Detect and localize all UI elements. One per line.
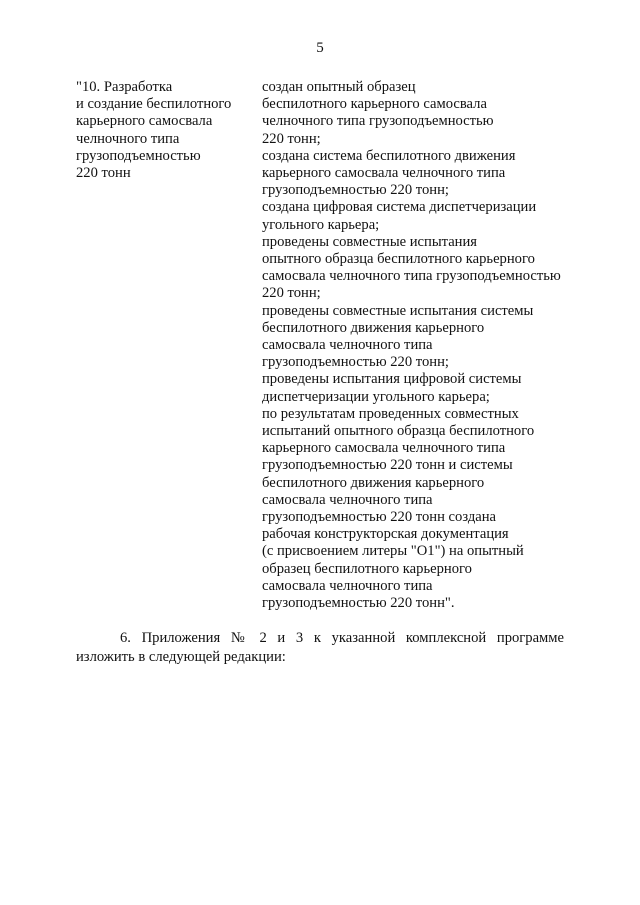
result-line: испытаний опытного образца беспилотного bbox=[262, 423, 535, 440]
result-line: 220 тонн; bbox=[262, 130, 321, 147]
result-line: грузоподъемностью 220 тонн; bbox=[262, 182, 449, 199]
result-line: рабочая конструкторская документация bbox=[262, 526, 509, 543]
result-line: самосвала челночного типа bbox=[262, 491, 433, 508]
result-line: карьерного самосвала челночного типа bbox=[262, 440, 506, 457]
result-line: создана система беспилотного движения bbox=[262, 147, 516, 164]
result-line: грузоподъемностью 220 тонн; bbox=[262, 354, 449, 371]
result-line: самосвала челночного типа bbox=[262, 337, 433, 354]
item-title-line: "10. Разработка bbox=[76, 79, 173, 95]
item-title-column bbox=[76, 79, 254, 182]
item-title-line: 220 тонн bbox=[76, 165, 131, 182]
result-line: 220 тонн; bbox=[262, 285, 321, 302]
item-title-line: грузоподъемностью bbox=[76, 147, 201, 164]
paragraph-line: изложить в следующей редакции: bbox=[76, 649, 286, 665]
amendment-paragraph bbox=[76, 629, 564, 667]
page-number: 5 bbox=[316, 40, 324, 56]
result-line: создан опытный образец bbox=[262, 79, 416, 95]
result-line: грузоподъемностью 220 тонн". bbox=[262, 595, 455, 612]
result-line: проведены испытания цифровой системы bbox=[262, 371, 522, 388]
item-title-line: карьерного самосвала bbox=[76, 113, 213, 130]
result-line: по результатам проведенных совместных bbox=[262, 405, 519, 422]
item-title-line: и создание беспилотного bbox=[76, 96, 232, 113]
result-line: опытного образца беспилотного карьерного bbox=[262, 251, 535, 268]
result-line: проведены совместные испытания bbox=[262, 233, 478, 250]
item-title-line: челночного типа bbox=[76, 130, 180, 147]
result-line: (с присвоением литеры "О1") на опытный bbox=[262, 543, 524, 560]
result-line: беспилотного движения карьерного bbox=[262, 474, 485, 491]
result-line: карьерного самосвала челночного типа bbox=[262, 165, 506, 182]
result-line: самосвала челночного типа грузоподъемностью bbox=[262, 268, 561, 285]
result-line: диспетчеризации угольного карьера; bbox=[262, 388, 490, 405]
result-line: угольного карьера; bbox=[262, 216, 380, 233]
result-line: челночного типа грузоподъемностью bbox=[262, 113, 494, 130]
result-line: самосвала челночного типа bbox=[262, 577, 433, 594]
paragraph-line: 6. Приложения № 2 и 3 к указанной комплексной программе bbox=[120, 630, 564, 646]
item-results-column bbox=[262, 79, 582, 612]
result-line: беспилотного карьерного самосвала bbox=[262, 96, 487, 113]
result-line: беспилотного движения карьерного bbox=[262, 319, 485, 336]
result-line: образец беспилотного карьерного bbox=[262, 560, 472, 577]
result-line: грузоподъемностью 220 тонн создана bbox=[262, 509, 497, 526]
result-line: создана цифровая система диспетчеризации bbox=[262, 199, 537, 216]
result-line: проведены совместные испытания системы bbox=[262, 302, 534, 319]
result-line: грузоподъемностью 220 тонн и системы bbox=[262, 457, 513, 474]
